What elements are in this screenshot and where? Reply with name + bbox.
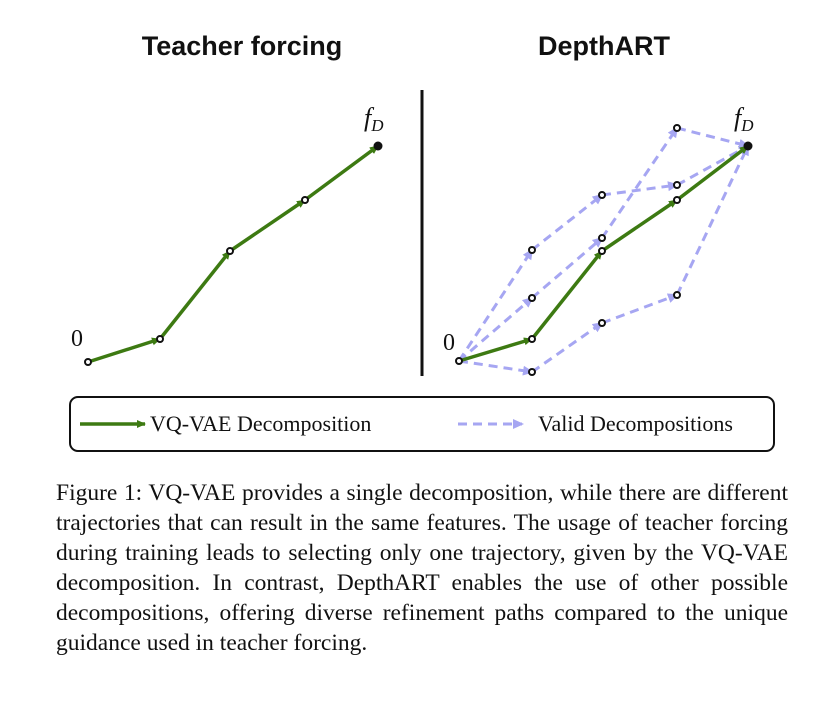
right-panel-title: DepthART bbox=[538, 31, 670, 61]
right-origin-label: 0 bbox=[443, 330, 455, 356]
node bbox=[85, 359, 91, 365]
node bbox=[529, 295, 535, 301]
node bbox=[745, 143, 752, 150]
node bbox=[529, 247, 535, 253]
right-panel bbox=[443, 103, 754, 375]
right-nodes bbox=[456, 125, 752, 375]
node bbox=[599, 235, 605, 241]
node bbox=[157, 336, 163, 342]
solid-arrow bbox=[305, 146, 378, 200]
dashed-arrow bbox=[532, 323, 602, 372]
dashed-arrow bbox=[459, 361, 532, 372]
dashed-arrow bbox=[532, 195, 602, 250]
node bbox=[674, 197, 680, 203]
dashed-arrow bbox=[532, 238, 602, 298]
node bbox=[529, 369, 535, 375]
legend-dashed-label: Valid Decompositions bbox=[538, 411, 733, 436]
node bbox=[302, 197, 308, 203]
node bbox=[674, 182, 680, 188]
legend-solid-label: VQ-VAE Decomposition bbox=[150, 411, 372, 436]
node bbox=[674, 292, 680, 298]
teacher-forcing-path bbox=[88, 146, 378, 362]
solid-arrow bbox=[230, 200, 305, 251]
dashed-arrow bbox=[602, 185, 677, 195]
dashed-arrow bbox=[677, 146, 748, 295]
node bbox=[375, 143, 382, 150]
left-origin-label: 0 bbox=[71, 326, 83, 352]
legend bbox=[70, 397, 774, 451]
solid-arrow bbox=[160, 251, 230, 339]
node bbox=[599, 192, 605, 198]
left-target-label: fD bbox=[364, 103, 384, 135]
left-panel bbox=[71, 103, 384, 365]
left-panel-title: Teacher forcing bbox=[141, 31, 343, 61]
dashed-arrow bbox=[602, 128, 677, 238]
solid-arrow bbox=[532, 251, 602, 339]
node bbox=[599, 320, 605, 326]
node bbox=[529, 336, 535, 342]
dashed-arrow bbox=[602, 295, 677, 323]
right-target-label: fD bbox=[734, 103, 754, 135]
node bbox=[227, 248, 233, 254]
node bbox=[599, 248, 605, 254]
figure-caption: Figure 1: VQ-VAE provides a single decomposition, while there are different trajectories that can result in the same features. The usage of teacher forcing during training leads to selecting only one trajectory, given by the VQ-VAE decomposition. In contrast, DepthART enables the use of other possible decompositions, offering diverse refinement paths compared to the unique guidance used in teacher forcing. bbox=[56, 480, 788, 656]
node bbox=[674, 125, 680, 131]
solid-arrow bbox=[677, 146, 748, 200]
solid-arrow bbox=[602, 200, 677, 251]
node bbox=[456, 358, 462, 364]
solid-arrow bbox=[88, 339, 160, 362]
